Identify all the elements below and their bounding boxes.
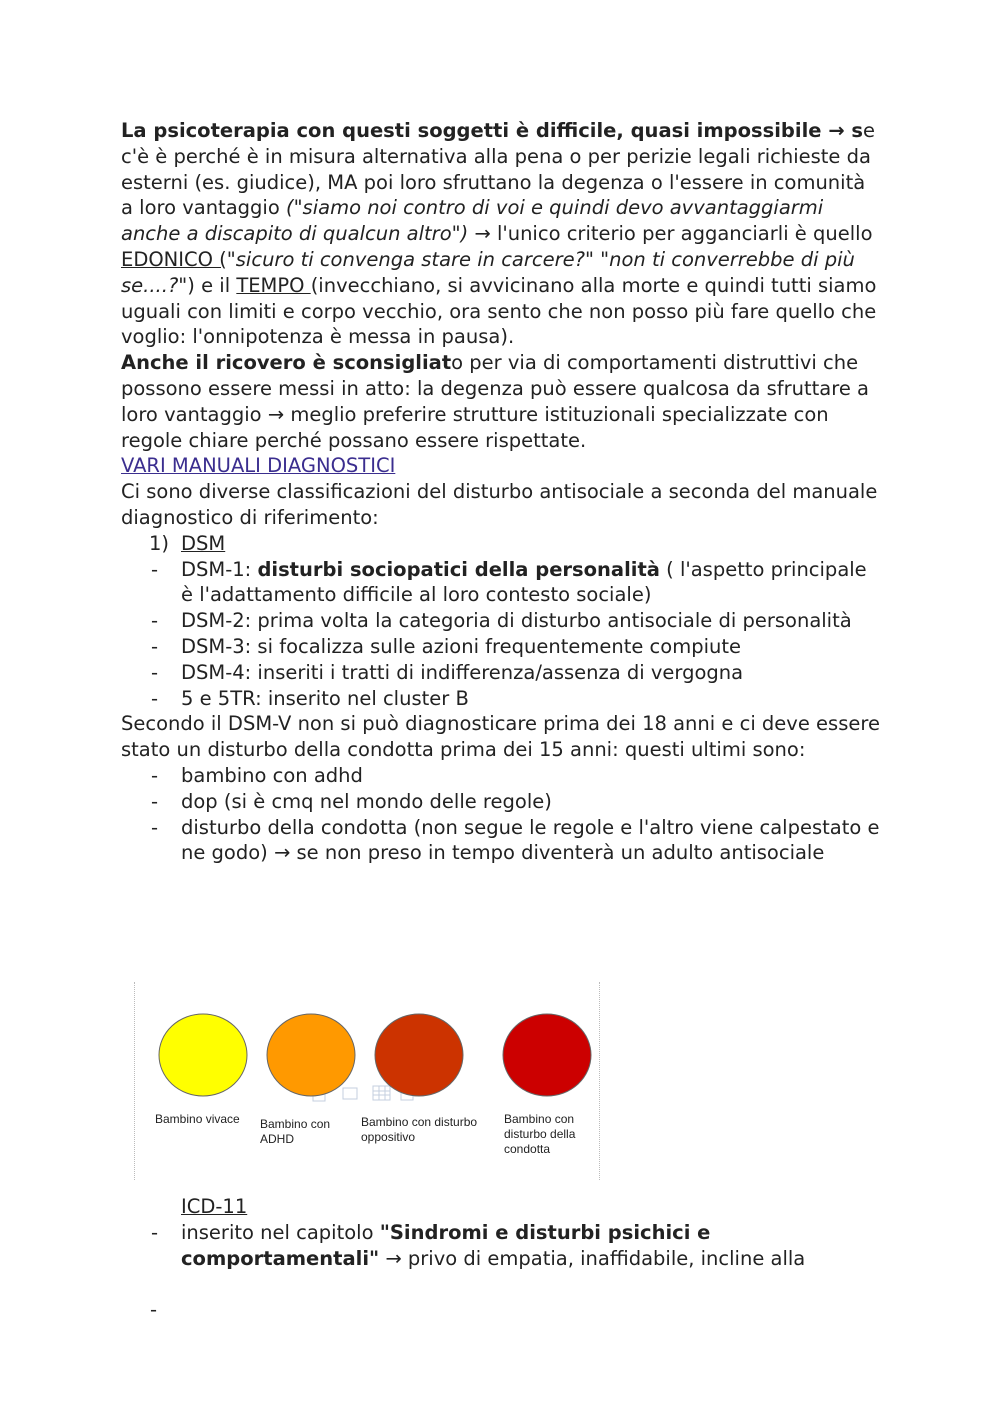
dsm-item (121, 686, 881, 712)
dash-marker: - (151, 789, 159, 813)
edonico-term: EDONICO ( (121, 247, 227, 271)
intro-quote-2: "sicuro ti convenga stare in carcere?" "non ti converrebbe di più se....?" (121, 247, 855, 297)
dsm-item (121, 608, 881, 634)
dsm-item-text: ( l'aspetto principale è l'adattamento difficile al loro contesto sociale) (181, 557, 867, 607)
caption-adhd-line: Bambino con (260, 1117, 331, 1131)
dash-marker: - (151, 686, 159, 710)
intro-quote-1: ("siamo noi contro di voi e quindi devo avvantaggiarmi anche a discapito di qualcun altro") (121, 196, 824, 246)
ricovero-text: o per via di comportamenti distruttivi che possono essere messi in atto: la degenza può essere qualcosa da sfruttare a loro vantaggio → meglio preferire strutture istituzionali specializzate con regole chiare perché possano essere rispettate. (121, 351, 869, 452)
dash-marker: - (151, 634, 159, 658)
dsm-item-prefix: DSM-1: (181, 557, 258, 581)
dash-marker: - (151, 660, 159, 684)
intro-paragraph (121, 118, 881, 350)
manuali-heading-link[interactable]: VARI MANUALI DIAGNOSTICI (121, 454, 396, 478)
caption-vivace: Bambino vivace (155, 1112, 240, 1126)
intro-text-4: (invecchiano, si avvicinano alla morte e quindi tutti siamo uguali con limiti e corpo vecchio, ora sento che non posso più fare quello che voglio: l'onnipotenza è messa in pausa). (121, 273, 877, 349)
dsm-item-text: DSM-3: si focalizza sulle azioni frequentemente compiute (181, 634, 742, 658)
caption-condotta-line: Bambino con (504, 1112, 575, 1126)
dsm-item (121, 660, 881, 686)
ricovero-paragraph (121, 350, 881, 453)
dsm5-item-text: bambino con adhd (181, 763, 363, 787)
circle-adhd (267, 1014, 355, 1096)
dsm5-item (121, 815, 881, 867)
empty-list-dash: - (150, 1298, 158, 1321)
dsm-item-text: DSM-2: prima volta la categoria di disturbo antisociale di personalità (181, 609, 852, 633)
dsm-item-text: 5 e 5TR: inserito nel cluster B (181, 686, 469, 710)
dsm5-item-text: disturbo della condotta (non segue le regole e l'altro viene calpestato e ne godo) → se non preso in tempo diventerà un adulto antisociale (181, 815, 880, 865)
dash-marker: - (151, 763, 159, 787)
intro-text-1: e c'è è perché è in misura alternativa alla pena o per perizie legali richieste da esterni (es. giudice), MA poi loro sfruttano la degenza o l'essere in comunità a loro vantaggio (121, 119, 876, 220)
manuali-intro: Ci sono diverse classificazioni del disturbo antisociale a seconda del manuale diagnostico di riferimento: (121, 480, 878, 529)
caption-condotta-line: disturbo della (504, 1127, 576, 1141)
dsm5-item (121, 763, 881, 789)
ricovero-bold: Anche il ricovero è sconsigliat (121, 351, 452, 375)
caption-oppositivo-line: oppositivo (361, 1130, 416, 1144)
dsm-item-bold: disturbi sociopatici della personalità (257, 557, 660, 581)
dash-marker: - (151, 1220, 159, 1244)
dsm-item-text: DSM-4: inseriti i tratti di indifferenza/assenza di vergogna (181, 660, 744, 684)
caption-oppositivo-line: Bambino con disturbo (361, 1115, 478, 1129)
dsm5-item (121, 789, 881, 815)
development-diagram (134, 982, 600, 1180)
dsm5-item-text: dop (si è cmq nel mondo delle regole) (181, 789, 552, 813)
dsm5-paragraph: Secondo il DSM-V non si può diagnosticare prima dei 18 anni e ci deve essere stato un disturbo della condotta prima dei 15 anni: questi ultimi sono: (121, 712, 880, 762)
intro-text-2: → l'unico criterio per agganciarli è quello (468, 222, 873, 246)
icd-item-bold: "Sindromi e disturbi psichici e comportamentali" (181, 1220, 711, 1270)
icd-section (121, 1194, 881, 1271)
circle-oppositivo (375, 1014, 463, 1096)
dash-marker: - (151, 557, 159, 581)
dsm-item (121, 634, 881, 660)
dash-marker: - (151, 815, 159, 839)
icd-item-prefix: inserito nel capitolo (181, 1220, 380, 1244)
intro-text-3: ) e il (187, 273, 237, 297)
intro-bold: La psicoterapia con questi soggetti è difficile, quasi impossibile → s (121, 119, 864, 142)
document-body (121, 118, 881, 866)
tempo-term: TEMPO (236, 273, 311, 297)
circle-vivace (159, 1014, 247, 1096)
development-diagram-svg (135, 982, 599, 1180)
dash-marker: - (151, 609, 159, 633)
dsm-title: DSM (181, 531, 226, 555)
icd-title: ICD-11 (181, 1195, 248, 1218)
icd-item-text: → privo di empatia, inaffidabile, incline alla (379, 1246, 806, 1270)
dsm-item (121, 557, 881, 609)
list-number: 1) (149, 531, 170, 555)
caption-adhd-line: ADHD (260, 1132, 295, 1146)
icd-item (121, 1220, 881, 1272)
circle-condotta (503, 1014, 591, 1096)
caption-condotta-line: condotta (504, 1142, 551, 1156)
dsm-heading-item (121, 531, 881, 557)
icd-heading-item (121, 1194, 881, 1220)
